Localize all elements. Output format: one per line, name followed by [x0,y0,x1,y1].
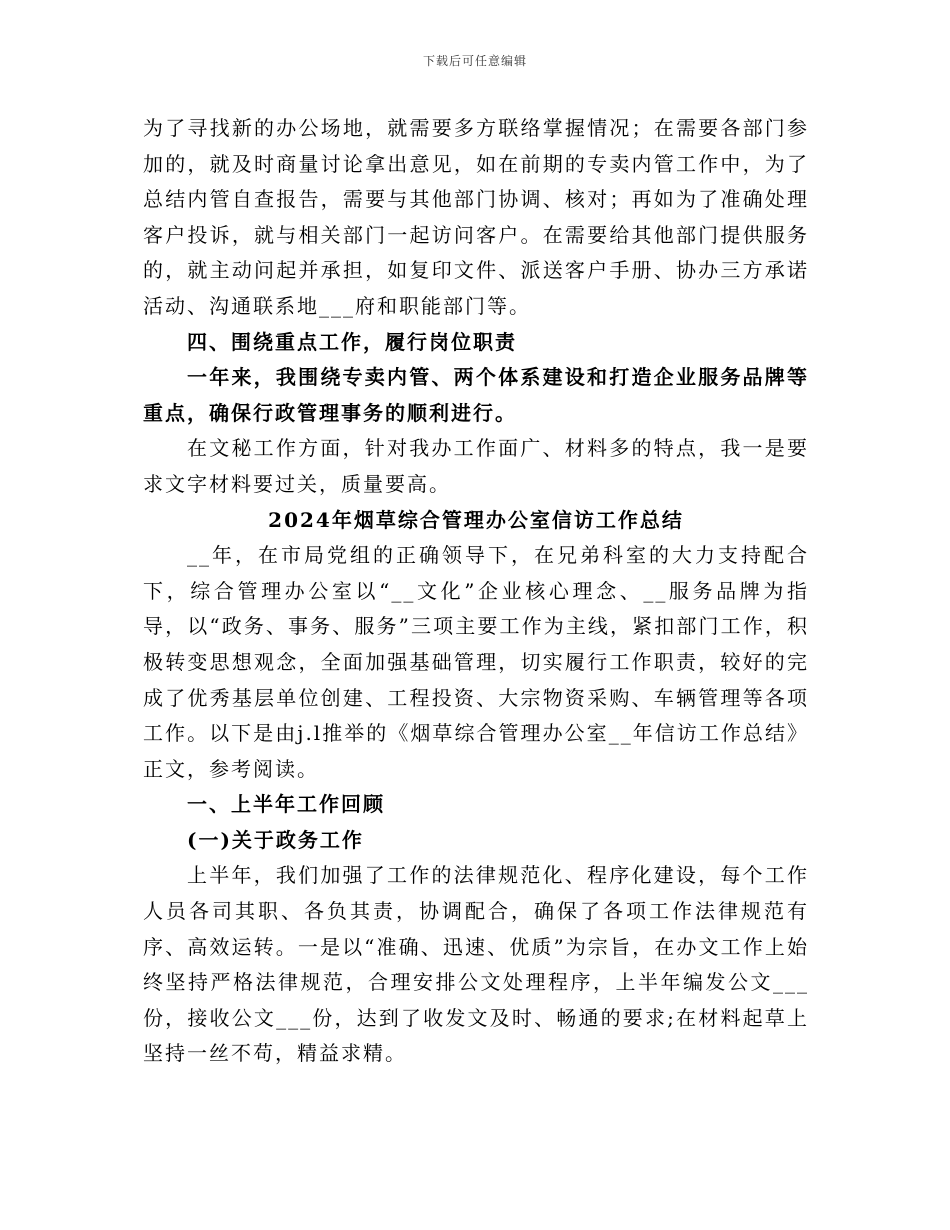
section-heading-review: 一、上半年工作回顾 [187,792,385,817]
document-body [143,111,809,1072]
paragraph-introduction: __年，在市局党组的正确领导下，在兄弟科室的大力支持配合下，综合管理办公室以“__文化”企业核心理念、__服务品牌为指导，以“政务、事务、服务”三项主要工作为主线，紧扣部门工作，积极转变思想观念，全面加强基础管理，切实履行工作职责，较好的完成了优秀基层单位创建、工程投资、大宗物资采购、车辆管理等各项工作。以下是由j.l推举的《烟草综合管理办公室__年信访工作总结》正文，参考阅读。 [143,543,809,781]
paragraph-key-work-bold: 一年来，我围绕专卖内管、两个体系建设和打造企业服务品牌等重点，确保行政管理事务的顺利进行。 [143,365,809,425]
paragraph-government-affairs: 上半年，我们加强了工作的法律规范化、程序化建设，每个工作人员各司其职、各负其责，协调配合，确保了各项工作法律规范有序、高效运转。一是以“准确、迅速、优质”为宗旨，在办文工作上始终坚持严格法律规范，合理安排公文处理程序，上半年编发公文___份，接收公文___份，达到了收发文及时、畅通的要求;在材料起草上坚持一丝不苟，精益求精。 [143,863,809,1066]
paragraph-office-coordination: 为了寻找新的办公场地，就需要多方联络掌握情况；在需要各部门参加的，就及时商量讨论拿出意见，如在前期的专卖内管工作中，为了总结内管自查报告，需要与其他部门协调、核对；再如为了准确处理客户投诉，就与相关部门一起访问客户。在需要给其他部门提供服务的，就主动问起并承担，如复印文件、派送客户手册、协办三方承诺活动、沟通联系地___府和职能部门等。 [143,116,809,318]
page-header: 下载后可任意编辑 [422,54,527,68]
document-title: 2024年烟草综合管理办公室信访工作总结 [268,507,684,532]
paragraph-secretarial-work: 在文秘工作方面，针对我办工作面广、材料多的特点，我一是要求文字材料要过关，质量要高。 [143,436,809,496]
subsection-heading-government-affairs: (一)关于政务工作 [187,827,364,852]
section-heading-duties: 四、围绕重点工作，履行岗位职责 [187,329,517,354]
